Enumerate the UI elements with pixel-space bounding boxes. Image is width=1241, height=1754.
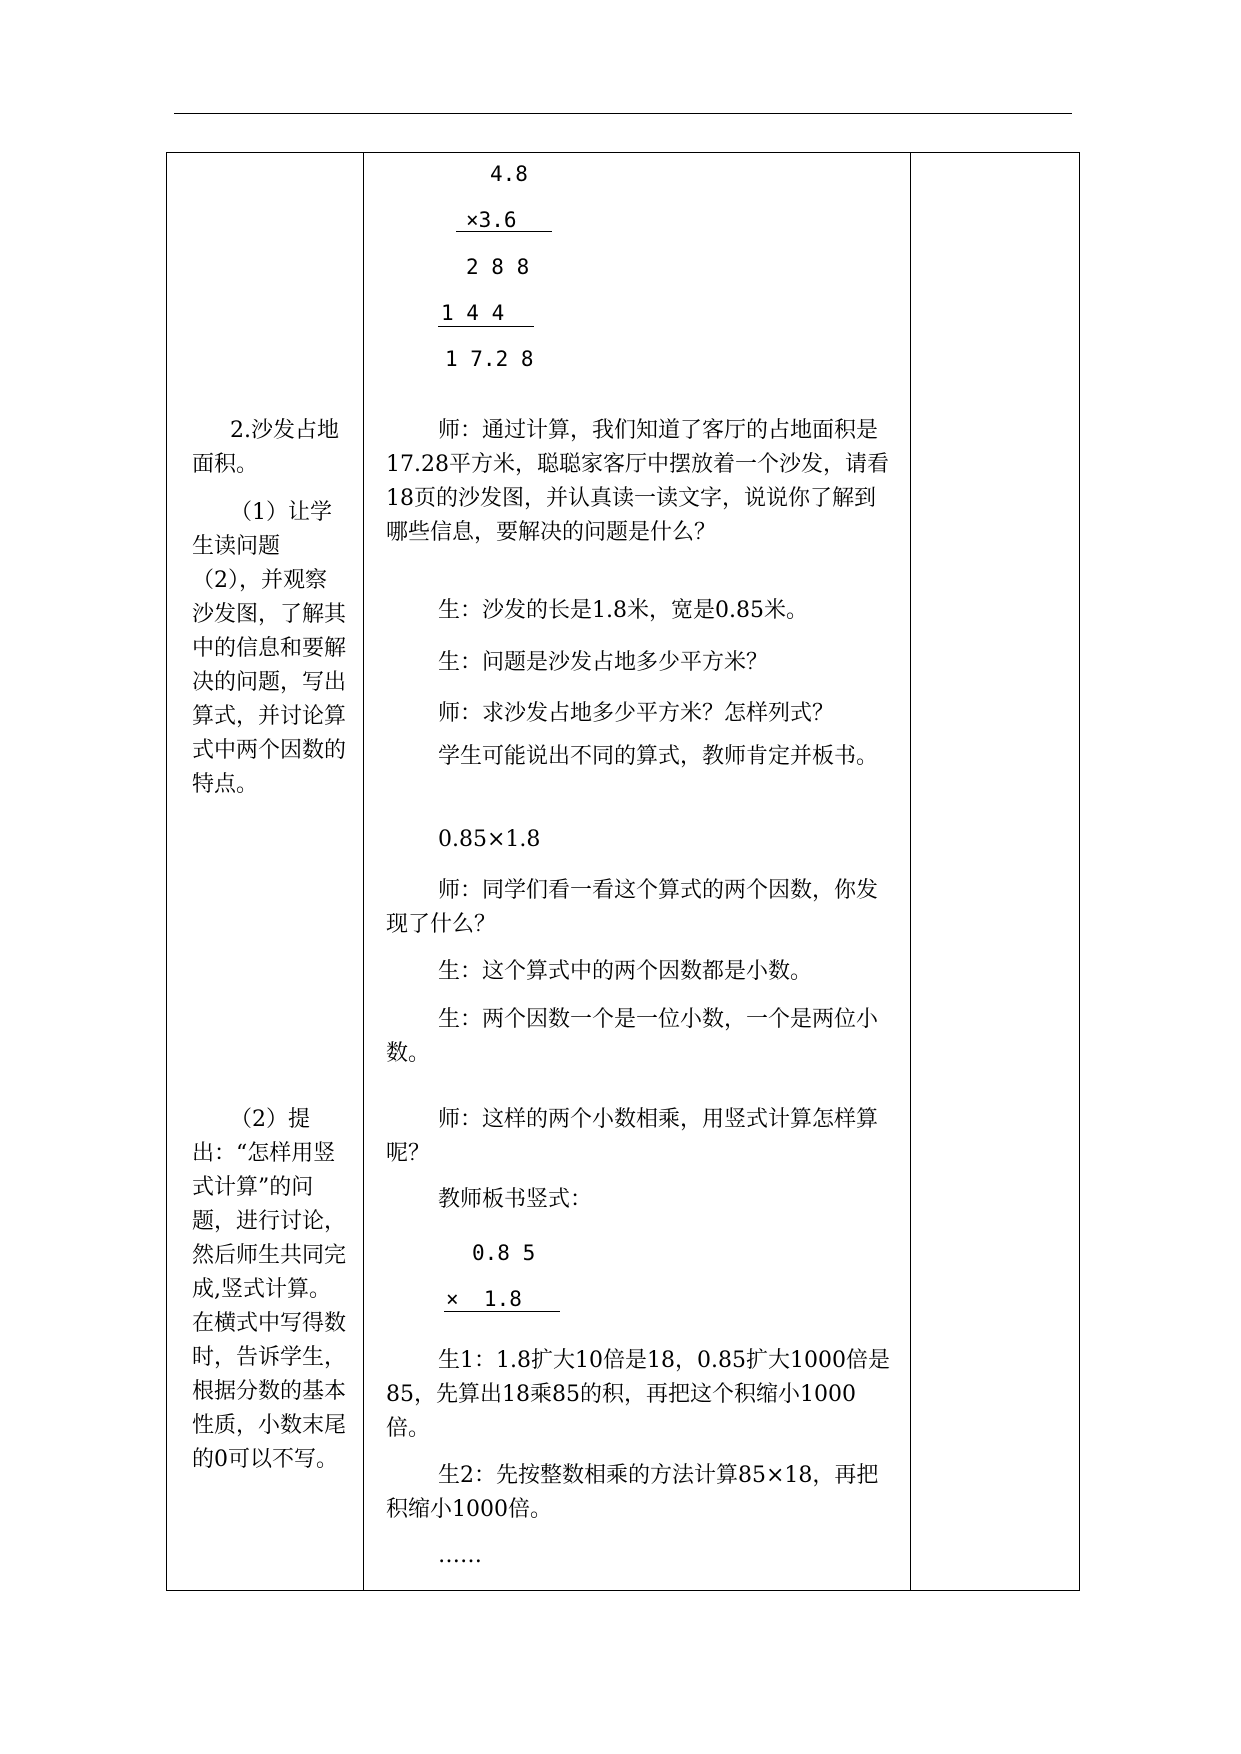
dialogue-text: 师：求沙发占地多少平方米？怎样列式？ (438, 701, 835, 726)
dialogue-12 (386, 1459, 890, 1527)
calc1-factor-b: ×3.6 (466, 208, 517, 232)
dialogue-text: 生2：先按整数相乘的方法计算85×18，再把积缩小1000倍。 (386, 1463, 879, 1522)
calc1-rule-2 (438, 326, 534, 327)
dialogue-2 (386, 646, 890, 680)
formula-text: 0.85×1.8 (438, 827, 541, 852)
calc1-rule-1 (456, 231, 552, 232)
dialogue-text: 生：这个算式中的两个因数都是小数。 (438, 959, 813, 984)
dialogue-text: 师：通过计算，我们知道了客厅的占地面积是17.28平方米，聪聪家客厅中摆放着一个沙发，请看18页的沙发图，并认真读一读文字，说说你了解到哪些信息，要解决的问题是什么？ (386, 418, 889, 545)
calc2-factor-a: 0.8 5 (472, 1241, 536, 1265)
calc1-partial-1: 2 8 8 (466, 255, 530, 279)
dialogue-11 (386, 1344, 890, 1446)
column-divider-right (910, 153, 911, 1590)
dialogue-1 (386, 594, 890, 628)
calc2-rule (444, 1311, 560, 1312)
note-2-text: 2.沙发占地面积。 (192, 418, 339, 477)
dialogue-text: 生：问题是沙发占地多少平方米？ (438, 650, 769, 675)
dialogue-text: 生：两个因数一个是一位小数，一个是两位小数。 (386, 1007, 879, 1066)
dialogue-0 (386, 414, 890, 550)
note-2-2-text: （2）提出：“怎样用竖式计算”的问题，进行讨论，然后师生共同完成,竖式计算。在横式中写得数时，告诉学生，根据分数的基本性质，小数末尾的0可以不写。 (192, 1107, 347, 1472)
dialogue-3 (386, 697, 890, 731)
dialogue-text: 教师板书竖式： (438, 1187, 593, 1212)
note-2-1-text: （1）让学生读问题（2），并观察沙发图，了解其中的信息和要解决的问题，写出算式，并讨论算式中两个因数的特点。 (192, 500, 347, 797)
dialogue-13 (386, 1539, 890, 1573)
note-2 (192, 414, 346, 482)
note-2-2 (192, 1103, 346, 1477)
header-rule (174, 113, 1072, 114)
ellipsis-text: …… (438, 1543, 482, 1568)
dialogue-text: 学生可能说出不同的算式，教师肯定并板书。 (438, 744, 879, 769)
note-2-1 (192, 496, 346, 802)
calc1-product: 1 7.2 8 (445, 347, 534, 371)
dialogue-8 (386, 1003, 890, 1071)
dialogue-6 (386, 874, 890, 942)
dialogue-text: 生：沙发的长是1.8米，宽是0.85米。 (438, 598, 808, 623)
dialogue-text: 师：同学们看一看这个算式的两个因数，你发现了什么？ (386, 878, 879, 937)
dialogue-9 (386, 1103, 890, 1171)
calc2-factor-b: × 1.8 (446, 1287, 522, 1311)
dialogue-4 (386, 740, 890, 774)
calc1-partial-2: 1 4 4 (441, 301, 505, 325)
dialogue-10 (386, 1183, 890, 1217)
dialogue-text: 师：这样的两个小数相乘，用竖式计算怎样算呢？ (386, 1107, 879, 1166)
dialogue-5 (438, 823, 942, 857)
column-divider-left (363, 153, 364, 1590)
dialogue-text: 生1：1.8扩大10倍是18，0.85扩大1000倍是85，先算出18乘85的积，再把这个积缩小1000倍。 (386, 1348, 890, 1441)
dialogue-7 (386, 955, 890, 989)
calc1-factor-a: 4.8 (490, 162, 528, 186)
